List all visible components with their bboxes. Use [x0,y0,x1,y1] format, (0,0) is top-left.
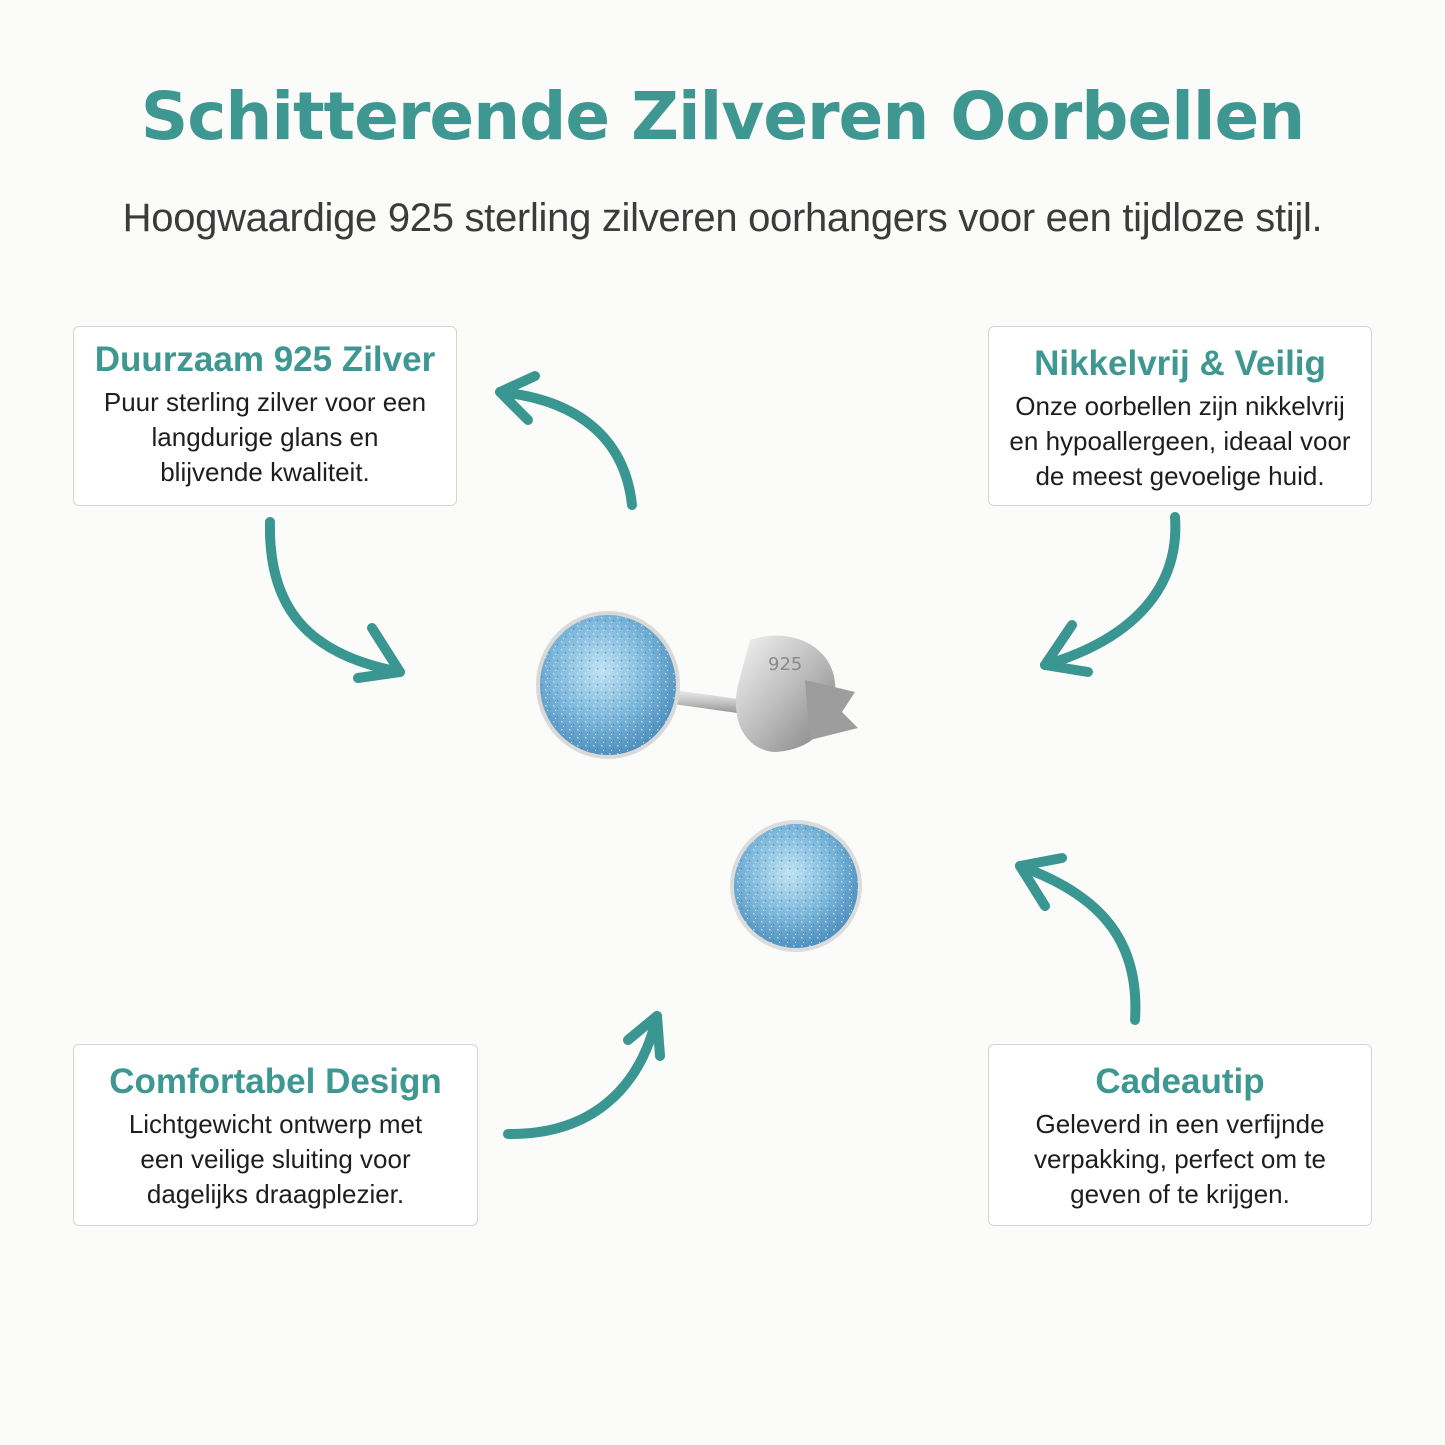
feature-title: Duurzaam 925 Zilver [94,340,436,379]
arrow-icon [508,1016,660,1134]
feature-line: en hypoallergeen, ideaal voor [1009,426,1351,456]
feature-line: blijvende kwaliteit. [160,457,370,487]
feature-line: geven of te krijgen. [1070,1179,1290,1209]
feature-line: dagelijks draagplezier. [146,1179,405,1209]
earring-front-view [732,822,860,950]
arrow-icon [1020,858,1135,1020]
feature-title: Nikkelvrij & Veilig [1034,344,1326,383]
feature-line: verpakking, perfect om te [1034,1144,1326,1174]
page-subtitle: Hoogwaardige 925 sterling zilveren oorhangers voor een tijdloze stijl. [122,196,1323,240]
feature-title: Cadeautip [1095,1062,1265,1101]
feature-line: Lichtgewicht ontwerp met [128,1109,423,1139]
earring-back-view [538,613,858,757]
silver-stamp: 925 [768,654,803,675]
feature-line: de meest gevoelige huid. [1035,461,1325,491]
feature-title: Comfortabel Design [109,1062,442,1101]
page-title: Schitterende Zilveren Oorbellen [140,78,1305,155]
earring-product-image [520,600,880,980]
arrow-icon [500,376,632,505]
arrow-icon [1045,517,1175,672]
arrow-icon [270,522,400,678]
feature-line: langdurige glans en [151,422,379,452]
feature-line: Geleverd in een verfijnde [1035,1109,1325,1139]
feature-line: een veilige sluiting voor [140,1144,411,1174]
feature-line: Puur sterling zilver voor een [103,387,427,417]
feature-line: Onze oorbellen zijn nikkelvrij [1015,391,1345,421]
